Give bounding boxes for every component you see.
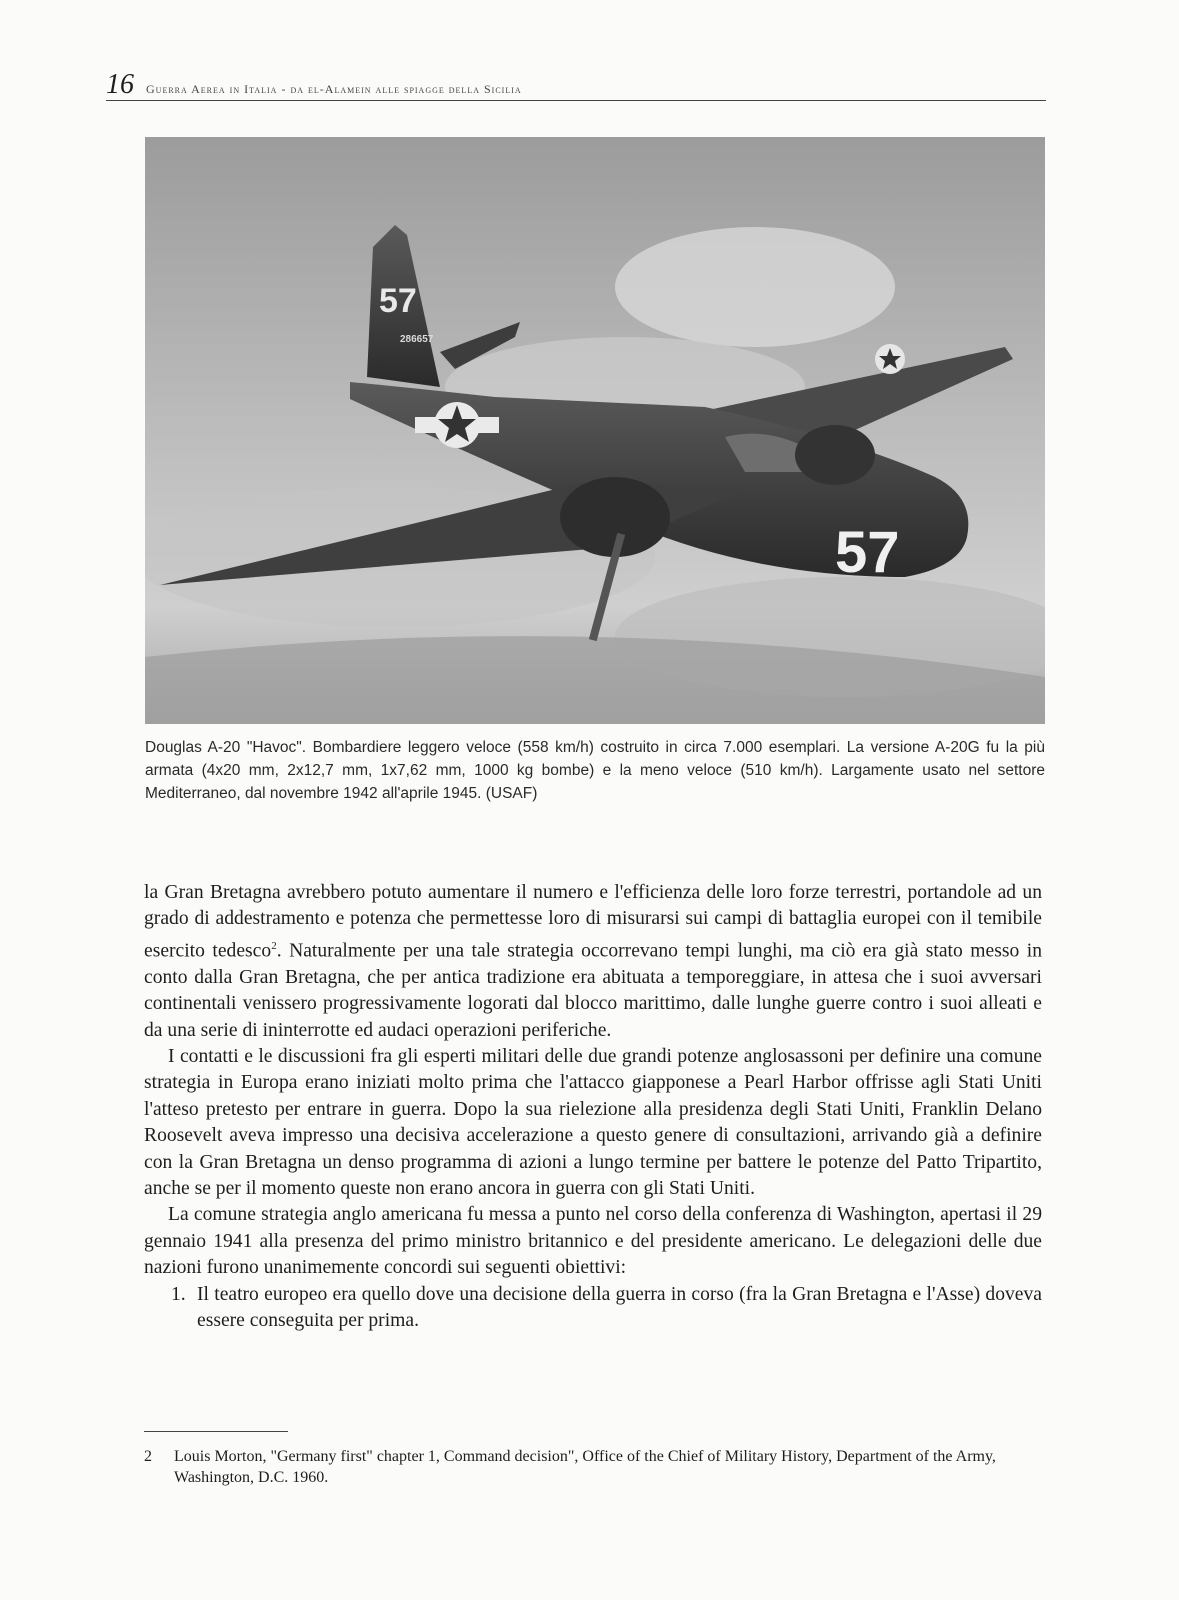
nose-number: 57 (835, 520, 900, 585)
body-text (144, 880, 1042, 1334)
footnote-divider (144, 1431, 288, 1432)
page-header (106, 70, 1046, 101)
footnote-text: Louis Morton, "Germany first" chapter 1, Command decision", Office of the Chief of Military History, Department of the Army, Washington, D.C. 1960. (174, 1448, 996, 1486)
paragraph-2: I contatti e le discussioni fra gli esperti militari delle due grandi potenze anglosassoni per definire una comune strategia in Europa erano iniziati molto prima che l'attacco giapponese a Pearl Harbor offrisse agli Stati Uniti l'atteso pretesto per entrare in guerra. Dopo la sua rielezione alla presidenza degli Stati Uniti, Franklin Delano Roosevelt aveva impresso una decisiva accelerazione a questo genere di consultazioni, arrivando già a definire con la Gran Bretagna un denso programma di azioni a lungo termine per battere le potenze del Patto Tripartito, anche se per il momento queste non erano ancora in guerra con gli Stati Uniti. (144, 1045, 1042, 1199)
tail-serial: 286657 (400, 334, 434, 345)
paragraph-1 (144, 880, 1042, 1044)
footnote (144, 1446, 1042, 1488)
tail-number: 57 (379, 282, 417, 320)
photo-caption: Douglas A-20 "Havoc". Bombardiere leggero veloce (558 km/h) costruito in circa 7.000 esemplari. La versione A-20G fu la più armata (4x20 mm, 2x12,7 mm, 1x7,62 mm, 1000 kg bombe) e la meno veloce (510 km/h). Largamente usato nel settore Mediterraneo, dal novembre 1942 all'aprile 1945. (USAF) (145, 739, 1045, 802)
paragraph-3: La comune strategia anglo americana fu messa a punto nel corso della conferenza di Washington, apertasi il 29 gennaio 1941 alla presenza del primo ministro britannico e del presidente americano. Le delegazioni delle due nazioni furono unanimemente concordi sui seguenti obiettivi: (144, 1204, 1042, 1279)
page-number: 16 (106, 69, 134, 100)
paragraph-1-text: la Gran Bretagna avrebbero potuto aumentare il numero e l'efficienza delle loro forze terrestri, portandole ad un grado di addestramento e potenza che permettesse loro di misurarsi sui campi di battaglia europei con il temibile esercito tedesco (144, 882, 1042, 962)
list-item (144, 1282, 1042, 1335)
running-title: Guerra Aerea in Italia - da el-Alamein alle spiagge della Sicilia (146, 82, 522, 96)
list-item-text: Il teatro europeo era quello dove una decisione della guerra in corso (fra la Gran Bretagna e l'Asse) doveva essere conseguita per prima. (197, 1283, 1042, 1332)
list-item-number: 1. (171, 1283, 186, 1305)
aircraft-photo (145, 137, 1045, 724)
paragraph-1-rest: . Naturalmente per una tale strategia occorrevano tempi lunghi, ma ciò era già stato messo in conto dalla Gran Bretagna, che per antica tradizione era abituata a temporeggiare, in attesa che i suoi avversari continentali venissero progressivamente logorati dal blocco marittimo, dalle lunghe guerre contro i suoi alleati e da una serie di ininterrotte ed audaci operazioni periferiche. (144, 940, 1043, 1041)
footnote-number: 2 (144, 1448, 152, 1465)
footnote-ref: 2 (271, 939, 277, 952)
